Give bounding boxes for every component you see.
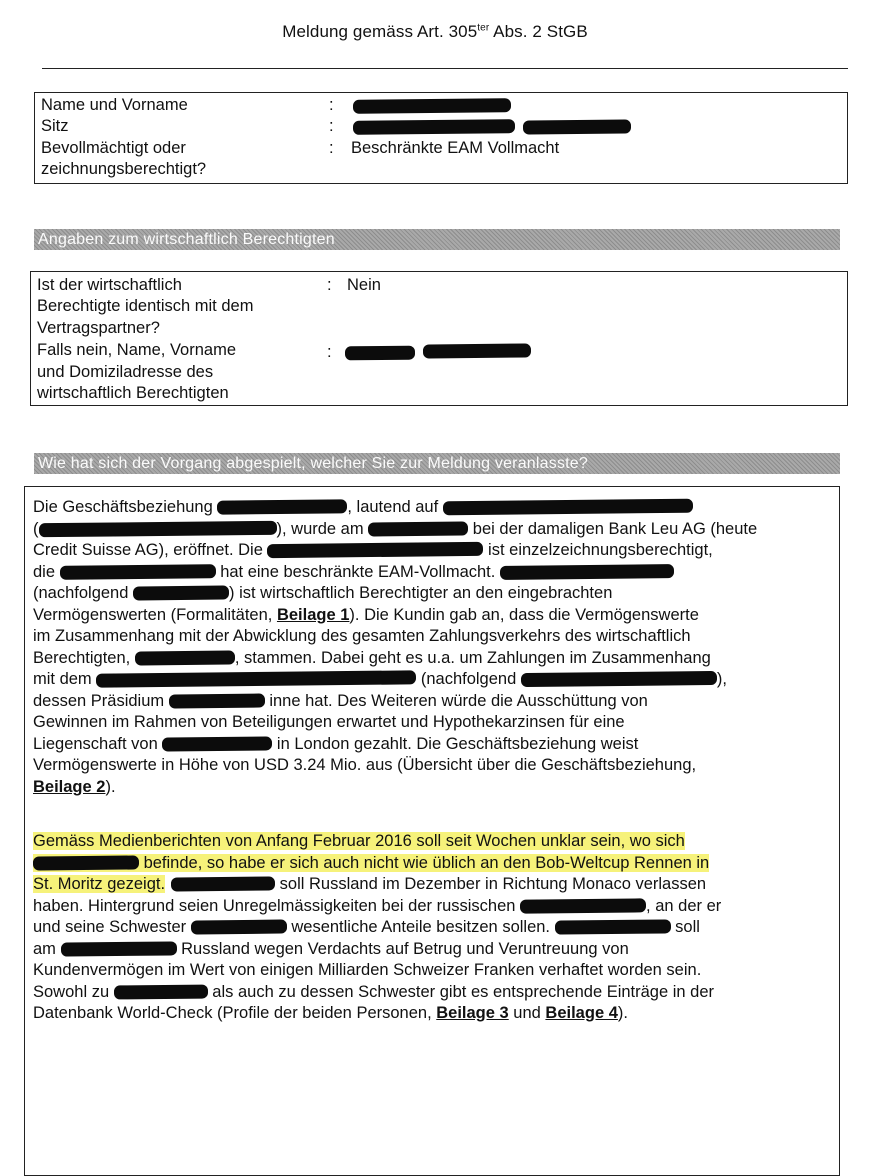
text-segment: Vermögenswerten (Formalitäten, [33,605,277,624]
text-segment: Die Geschäftsbeziehung [33,498,218,516]
text-segment [33,734,833,756]
text-segment [33,691,833,713]
redaction-bar [114,984,208,999]
q1-line-2: Berechtigte identisch mit dem [37,297,254,315]
text-segment [33,669,833,691]
q2-line-2: und Domiziladresse des [37,363,214,381]
header-rule [42,68,848,69]
text-segment: haben. Hintergrund seien Unregelmässigkeiten bei der russischen [33,896,521,915]
redaction-bar [38,520,276,536]
attachment-3-ref: Beilage 3 [436,1004,509,1022]
q2-line-3: wirtschaftlich Berechtigten [37,384,229,402]
text-segment: Datenbank World-Check (Profile der beiden Personen, [33,1004,437,1022]
text-segment: ist einzelzeichnungsberechtigt, [483,541,713,559]
text-segment: ). [105,777,116,796]
text-segment: bei der damaligen Bank Leu AG (heute [468,519,758,538]
text-segment [33,583,833,605]
text-segment [33,540,833,562]
attachment-2-ref: Beilage 2 [33,777,106,796]
section-heading-beneficiary: Angaben zum wirtschaftlich Berechtigten [34,229,840,250]
text-segment: befinde, so habe er sich auch nicht wie üblich an den Bob-Weltcup Rennen in [139,853,710,872]
redaction-bar [500,564,674,580]
redaction-bar [60,941,176,956]
redaction-bar [133,585,229,600]
redaction-bar [555,919,671,934]
text-segment [33,874,833,896]
attachment-1-ref: Beilage 1 [276,605,350,624]
sitz-label: Sitz [41,117,69,135]
text-segment: (nachfolgend [416,670,521,688]
text-segment: hat eine beschränkte EAM-Vollmacht. [215,562,500,581]
redaction-bar [33,855,139,870]
text-segment: , lautend auf [347,498,443,516]
text-segment: ), wurde am [276,519,369,538]
q2-line-1: Falls nein, Name, Vorname [37,341,237,359]
text-segment: ), [716,670,727,688]
redaction-bar [162,736,272,751]
redacted-ben-last [423,343,531,358]
text-segment: Liegenschaft von [33,734,163,753]
q1-value: Nein [347,276,381,294]
redaction-bar [443,499,693,516]
redaction-bar [217,499,347,514]
text-segment: mit dem [33,670,97,688]
text-segment [33,648,833,670]
text-segment [33,777,833,799]
text-segment: Kundenvermögen im Wert von einigen Milliarden Schweizer Franken verhaftet worden sein. [33,961,702,979]
text-segment [33,605,833,627]
text-segment: als auch zu dessen Schwester gibt es entsprechende Einträge in der [207,982,715,1001]
text-segment [33,1003,833,1025]
auth-label-1: Bevollmächtigt oder [41,139,186,157]
q1-line-3: Vertragspartner? [37,319,160,337]
redaction-bar [191,919,287,934]
text-segment [33,854,709,872]
redaction-bar [368,521,468,536]
text-segment: ) ist wirtschaftlich Berechtigter an den eingebrachten [229,584,613,602]
text-segment [33,917,833,939]
text-segment [33,853,833,875]
q2-colon: : [327,343,332,361]
redacted-sitz-2 [523,119,631,134]
text-segment: (nachfolgend [33,584,133,602]
text-segment: soll [670,918,700,936]
text-segment: Berechtigten, [33,648,135,667]
redaction-bar [169,693,265,708]
redaction-bar [267,542,483,558]
beneficiary-box [30,271,848,406]
narrative-box [24,486,840,1176]
text-segment [33,519,833,541]
text-segment [33,831,833,853]
text-segment [33,497,833,519]
paragraph-2 [33,831,833,1025]
auth-label-2: zeichnungsberechtigt? [41,160,207,178]
text-segment: die [33,562,60,581]
text-segment: ( [33,519,39,538]
text-segment: am [33,939,61,958]
text-segment: St. Moritz gezeigt. [33,875,166,893]
text-segment: Gewinnen im Rahmen von Beteiligungen erwartet und Hypothekarzinsen für eine [33,713,625,731]
redacted-name [353,98,511,114]
text-segment: Credit Suisse AG), eröffnet. Die [33,541,268,559]
text-segment: Gemäss Medienberichten von Anfang Februar 2016 soll seit Wochen unklar sein, wo sich [33,832,685,850]
redaction-bar [171,876,275,891]
section-heading-process: Wie hat sich der Vorgang abgespielt, welcher Sie zur Meldung veranlasste? [34,453,840,474]
text-segment: und seine Schwester [33,918,191,936]
text-segment: dessen Präsidium [33,691,169,710]
redaction-bar [96,670,416,687]
redacted-sitz [353,119,515,135]
text-segment: in London gezahlt. Die Geschäftsbeziehung weist [272,734,639,753]
attachment-4-ref: Beilage 4 [545,1004,618,1022]
text-segment [33,896,833,918]
redaction-bar [520,898,646,913]
q1-colon: : [327,276,332,294]
q1-line-1: Ist der wirtschaftlich [37,276,182,294]
text-segment: Russland wegen Verdachts auf Betrug und Veruntreuung von [176,939,629,958]
text-segment: ). Die Kundin gab an, dass die Vermögenswerte [349,605,699,624]
document-title: Meldung gemäss Art. $305^{ter}$ Abs. 2 StGB [282,22,588,41]
name-label: Name und Vorname [41,96,188,114]
client-info-box [34,92,848,184]
text-segment: und [508,1004,546,1022]
paragraph-1 [33,497,833,798]
text-segment: soll Russland im Dezember in Richtung Monaco verlassen [275,875,707,893]
redaction-bar [135,650,235,665]
text-segment: im Zusammenhang mit der Abwicklung des gesamten Zahlungsverkehrs des wirtschaftlich [33,627,691,645]
auth-colon: : [329,139,334,157]
text-segment [33,562,833,584]
redacted-ben-first [345,346,415,361]
text-segment: Vermögenswerte in Höhe von USD 3.24 Mio. aus (Übersicht über die Geschäftsbeziehung, [33,756,697,774]
text-segment: Sowohl zu [33,982,114,1001]
name-colon: : [329,96,334,114]
auth-value: Beschränkte EAM Vollmacht [351,139,560,157]
redaction-bar [60,564,216,580]
text-segment [33,939,833,961]
text-segment: wesentliche Anteile besitzen sollen. [286,918,555,936]
text-segment: inne hat. Des Weiteren würde die Ausschüttung von [264,691,648,710]
text-segment: , an der er [646,896,722,915]
text-segment: , stammen. Dabei geht es u.a. um Zahlungen im Zusammenhang [234,648,711,667]
redaction-bar [521,671,717,687]
sitz-colon: : [329,117,334,135]
text-segment: ). [617,1004,628,1022]
text-segment [33,982,833,1004]
